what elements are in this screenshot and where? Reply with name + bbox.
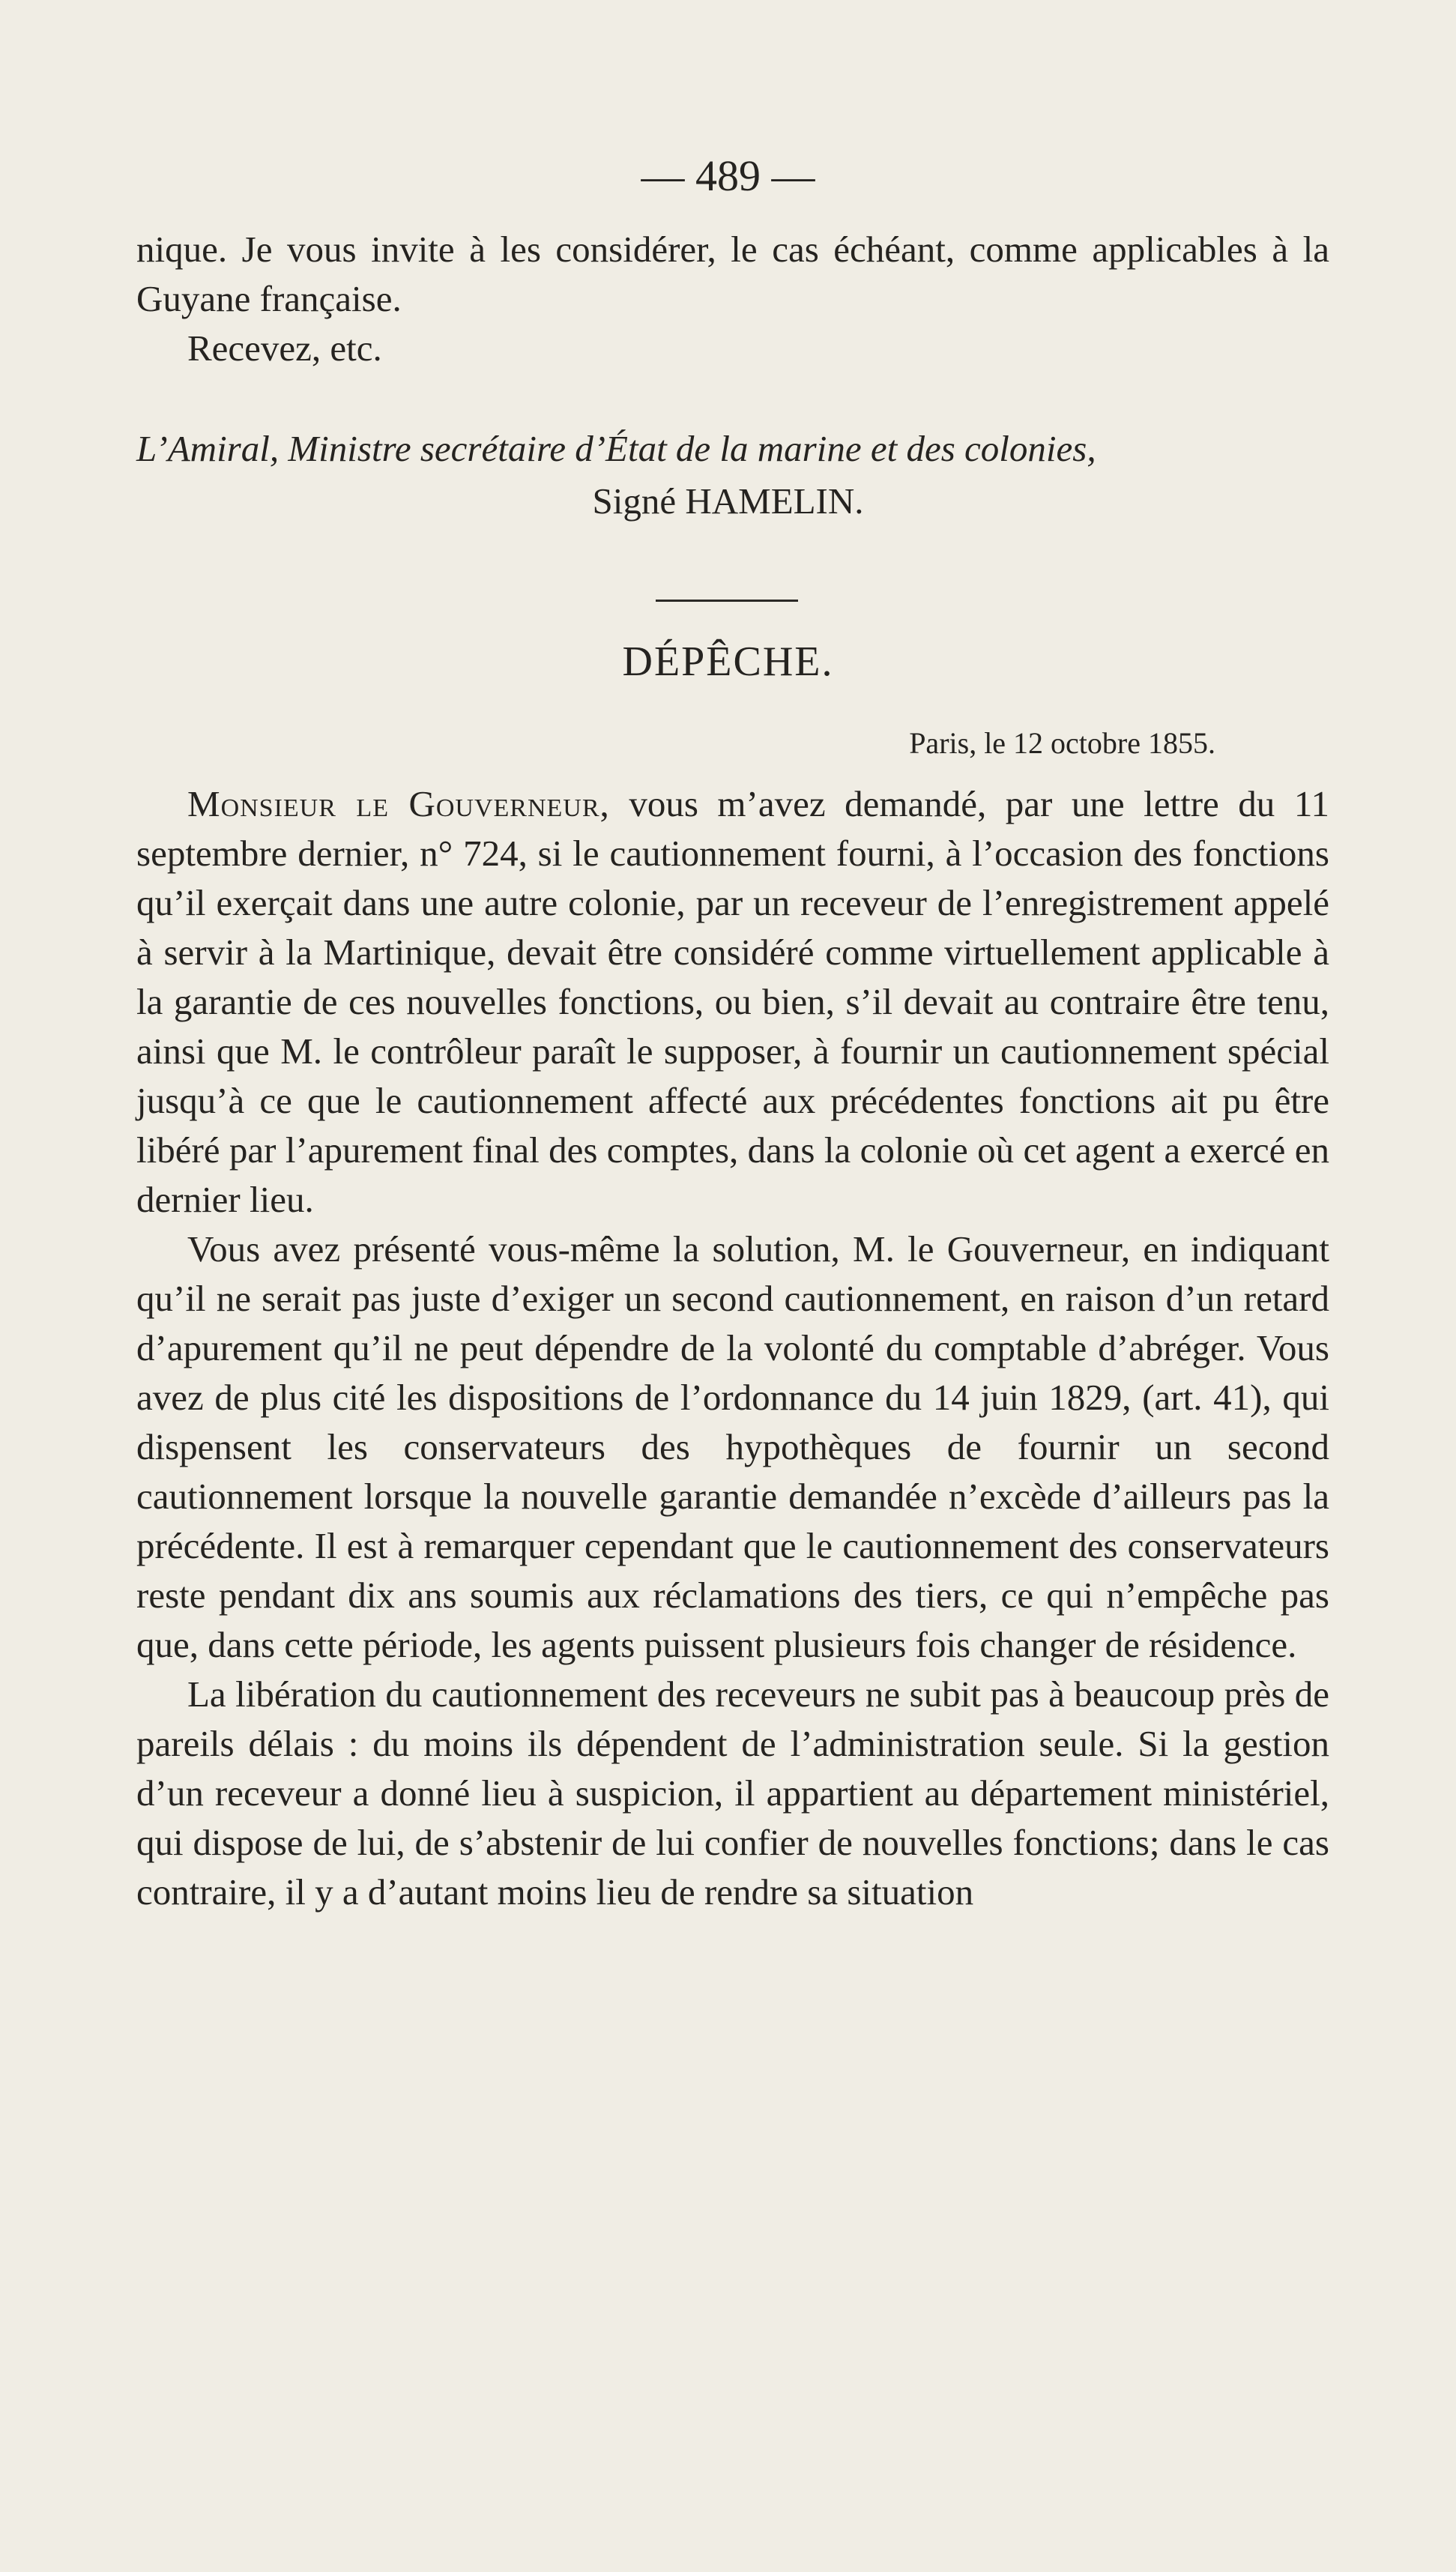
salutation: Monsieur le Gouverneur,	[187, 783, 610, 824]
body-paragraph-1-text: vous m’avez demandé, par une lettre du 11 septembre dernier, n° 724, si le cautionnement fourni, à l’occasion des fonctions qu’il exerçait dans une autre colonie, par un receveur de l’enregistrement appelé à servir à la Martinique, devait être considéré comme virtuellement applicable à la garantie de ces nouvelles fonctions, ou bien, s’il devait au contraire être tenu, ainsi que M. le contrôleur paraît le supposer, à fournir un cautionnement spécial jusqu’à ce que le cautionnement affecté aux précédentes fonctions ait pu être libéré par l’apurement final des comptes, dans la colonie où cet agent a exercé en dernier lieu.	[136, 783, 1329, 1220]
closing-formula: Recevez, etc.	[187, 327, 382, 369]
body-paragraph-3: La libération du cautionnement des receveurs ne subit pas à beaucoup près de pareils délais : du moins ils dépendent de l’administration seule. Si la gestion d’un receveur a donné lieu à suspicion, il appartient au département ministériel, qui dispose de lui, de s’abstenir de lui confier de nouvelles fonctions; dans le cas contraire, il y a d’autant moins lieu de rendre sa situation	[136, 1673, 1329, 1913]
body-paragraph-1	[136, 779, 1329, 1225]
page-number: — 489 —	[641, 151, 815, 200]
signed-name: Signé HAMELIN.	[592, 480, 864, 522]
intro-paragraph: nique. Je vous invite à les considérer, le cas échéant, comme applicables à la Guyane française.	[136, 229, 1329, 319]
body-paragraph-2: Vous avez présenté vous-même la solution, M. le Gouverneur, en indiquant qu’il ne serait pas juste d’exiger un second cautionnement, en raison d’un retard d’apurement qu’il ne peut dépendre de la volonté du comptable d’abréger. Vous avez de plus cité les dispositions de l’ordonnance du 14 juin 1829, (art. 41), qui dispensent les conservateurs des hypothèques de fournir un second cautionnement lorsque la nouvelle garantie demandée n’excède d’ailleurs pas la précédente. Il est à remarquer cependant que le cautionnement des conservateurs reste pendant dix ans soumis aux réclamations des tiers, ce qui n’empêche pas que, dans cette période, les agents puissent plusieurs fois changer de résidence.	[136, 1228, 1329, 1665]
dateline: Paris, le 12 octobre 1855.	[909, 726, 1215, 760]
section-heading: DÉPÊCHE.	[622, 639, 834, 685]
dispatch-body	[136, 779, 1329, 1917]
signatory-title: L’Amiral, Ministre secrétaire d’État de la marine et des colonies,	[136, 428, 1096, 469]
intro-block	[136, 225, 1329, 373]
section-divider	[656, 600, 798, 602]
